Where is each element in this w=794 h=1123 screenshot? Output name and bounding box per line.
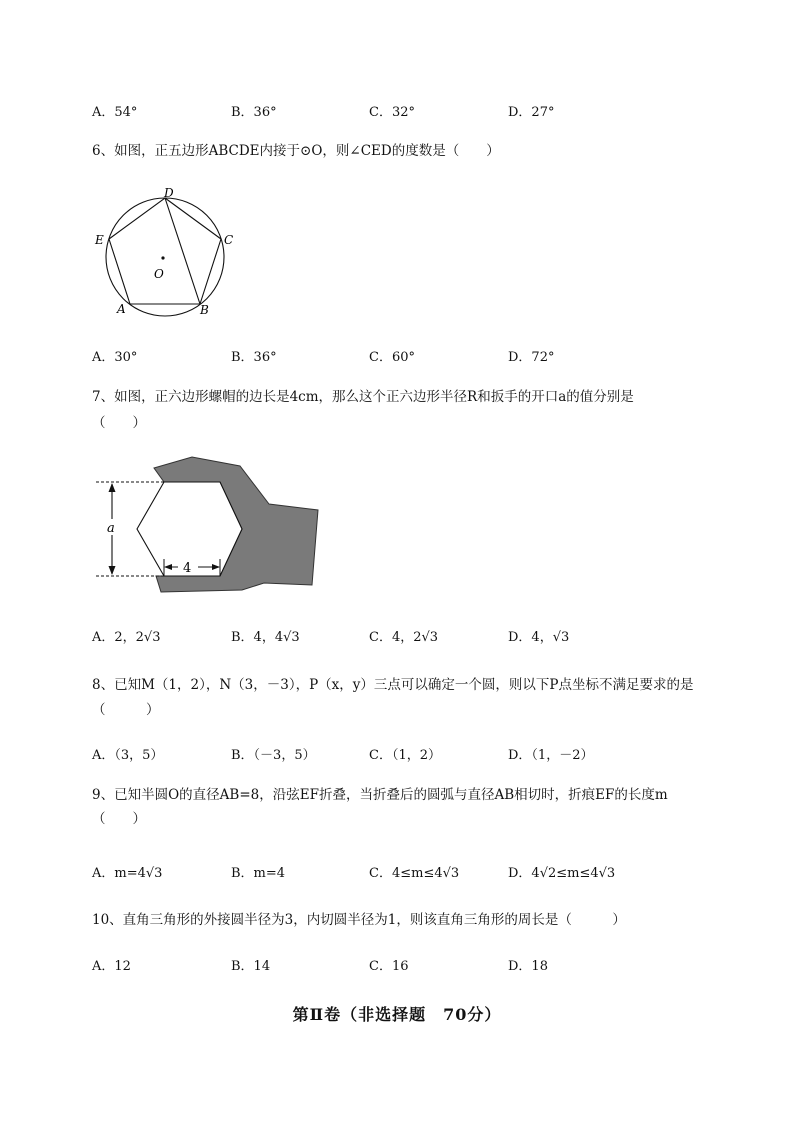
q10-stem: 10、直角三角形的外接圆半径为3，内切圆半径为1，则该直角三角形的周长是（ ） (92, 912, 626, 928)
center-point (161, 256, 164, 259)
pentagon (109, 198, 221, 304)
q6-option-a: A．30° (92, 350, 138, 365)
q6-option-d: D．72° (508, 350, 555, 365)
segment-db (165, 198, 200, 304)
q8-stem-line-2: （ ） (92, 702, 160, 718)
circumcircle (106, 198, 224, 316)
q7-options (92, 626, 712, 644)
q6-option-b: B．36° (231, 350, 277, 365)
q9-option-b: B．m=4 (231, 866, 286, 881)
q8-option-d: D．（1，－2） (508, 748, 594, 763)
q6-pentagon-figure (90, 185, 240, 320)
q6-options (92, 346, 712, 364)
q7-option-c: C．4，2√3 (369, 630, 439, 645)
q7-stem-line-1: 7、如图，正六边形螺帽的边长是4cm，那么这个正六边形半径R和扳手的开口a的值分别是 (92, 389, 634, 405)
q7-stem-line-2: （ ） (92, 415, 146, 431)
label-b: B (200, 303, 209, 317)
q5-option-b: B．36° (231, 105, 277, 120)
q8-option-c: C．（1，2） (369, 748, 441, 763)
q7-wrench-figure (92, 452, 324, 595)
label-e: E (95, 233, 104, 247)
q9-option-c: C．4≤m≤4√3 (369, 866, 460, 881)
q5-option-c: C．32° (369, 105, 415, 120)
q9-option-d: D．4√2≤m≤4√3 (508, 866, 616, 881)
q8-option-b: B．（－3，5） (231, 748, 316, 763)
q9-stem-line-2: （ ） (92, 811, 146, 827)
q9-options (92, 862, 712, 880)
q7-option-a: A．2，2√3 (92, 630, 161, 645)
arrow-up (109, 483, 116, 492)
label-c: C (224, 233, 234, 247)
q7-option-d: D．4，√3 (508, 630, 570, 645)
q8-stem-line-1: 8、已知M（1，2），N（3，－3），P（x，y）三点可以确定一个圆，则以下P点坐标不满足要求的是 (92, 677, 694, 693)
q10-options (92, 955, 712, 973)
q10-option-b: B．14 (231, 959, 271, 974)
section-title: 第Ⅱ卷（非选择题 70分） (292, 1005, 502, 1024)
q5-options (92, 101, 712, 119)
q9-option-a: A．m=4√3 (92, 866, 163, 881)
q5-option-a: A．54° (92, 105, 138, 120)
q6-stem: 6、如图，正五边形ABCDE内接于⊙O，则∠CED的度数是（ ） (92, 143, 500, 159)
q8-options (92, 744, 712, 762)
q10-option-d: D．18 (508, 959, 548, 974)
q10-option-c: C．16 (369, 959, 409, 974)
q8-option-a: A．（3，5） (92, 748, 164, 763)
label-a: a (107, 521, 115, 536)
label-a: A (117, 302, 126, 316)
q7-option-b: B．4，4√3 (231, 630, 300, 645)
label-4: 4 (183, 561, 192, 576)
q6-option-c: C．60° (369, 350, 415, 365)
label-d: D (164, 186, 174, 200)
q5-option-d: D．27° (508, 105, 555, 120)
q9-stem-line-1: 9、已知半圆O的直径AB=8，沿弦EF折叠，当折叠后的圆弧与直径AB相切时，折痕EF的长度m (92, 787, 668, 803)
arrow-down (109, 566, 116, 575)
label-o: O (154, 267, 164, 281)
q10-option-a: A．12 (92, 959, 131, 974)
